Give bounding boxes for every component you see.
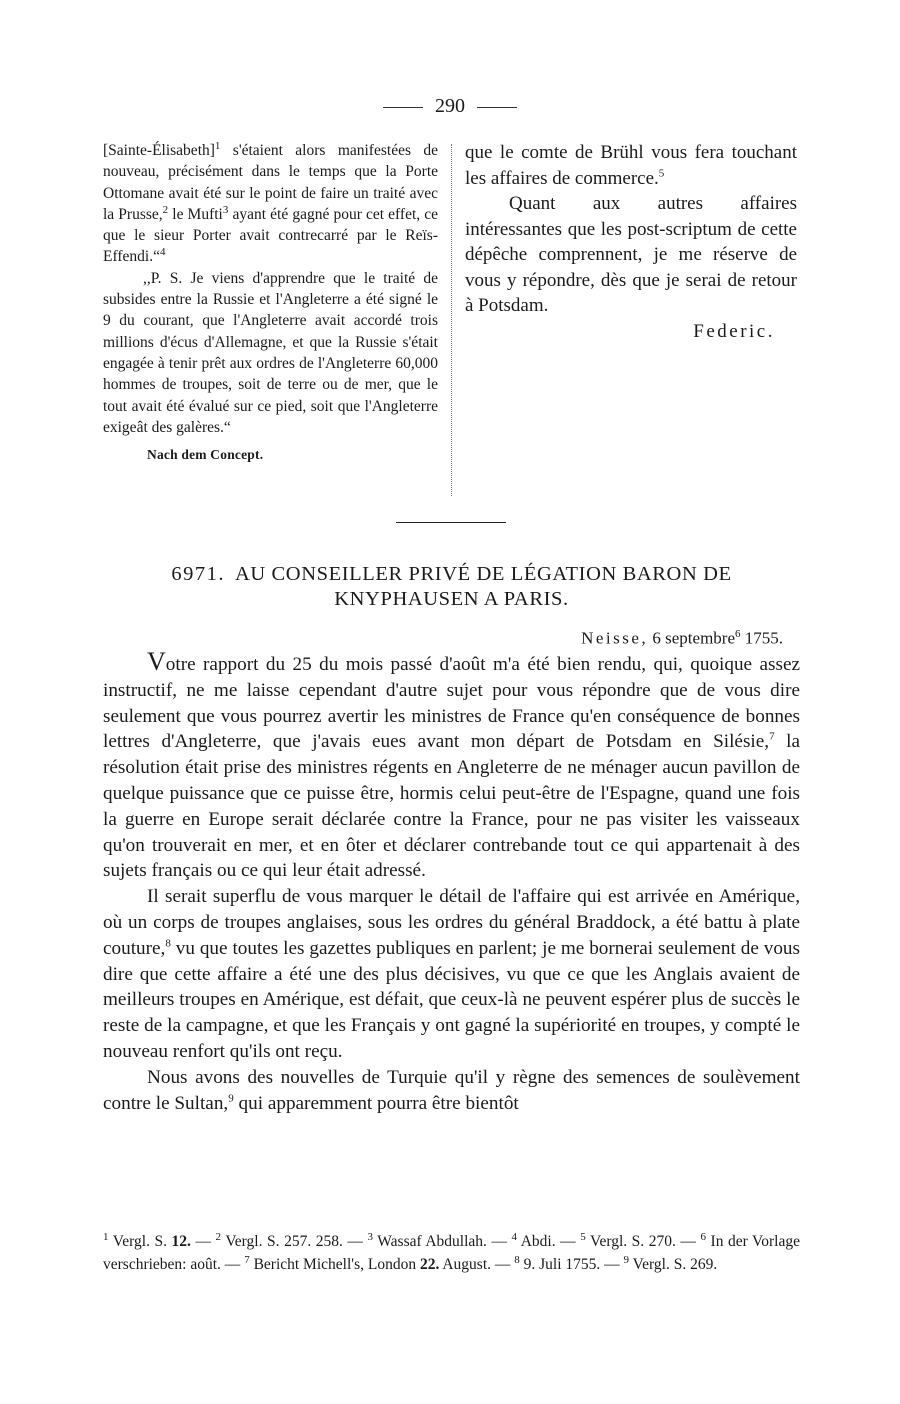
text-run: le Mufti <box>168 205 223 223</box>
footnote-text: In der Vorlage verschrieben: août. — <box>103 1233 800 1273</box>
body-paragraph-1 <box>103 649 800 884</box>
footnote-text: Vergl. S. <box>112 1233 172 1250</box>
text-run: qui apparemment pourra être bientôt <box>233 1092 519 1114</box>
footnote-ref: 8 <box>165 937 171 950</box>
dateline-date: 6 septembre <box>652 628 735 648</box>
footnote-ref: 3 <box>222 203 229 216</box>
footnote-number: 4 <box>511 1230 517 1243</box>
letter-title: AU CONSEILLER PRIVÉ DE LÉGATION BARON DE KNYPHAUSEN A PARIS. <box>235 563 732 610</box>
left-column-postscript: ,,P. S. Je viens d'apprendre que le traité de subsides entre la Russie et l'Angleterre a été signé le 9 du courant, que l'Angleterre avait accordé trois millions d'écus d'Allemagne, et que la Russie s'était engagée à tenir prêt aux ordres de l'Angleterre 60,000 hommes de troupes, soit de terre ou de mer, que le tout avait été évalué sur ce pied, soit que l'Angleterre exigeât des galères.“ <box>103 269 438 436</box>
signature: Federic. <box>693 320 775 342</box>
text-run: [Sainte-Élisabeth] <box>103 142 215 159</box>
footnote-number: 6 <box>700 1230 706 1243</box>
text-run: que le comte de Brühl vous fera touchant les affaires de commerce. <box>465 142 797 189</box>
footnote-text: August. — <box>439 1256 515 1273</box>
column-divider <box>451 144 452 496</box>
footnote-bold: 22. <box>419 1256 440 1273</box>
footnote-text: Abdi. — <box>520 1233 581 1250</box>
footnote-ref: 7 <box>769 731 775 743</box>
header-rule-right <box>477 107 517 108</box>
left-column-paragraph-1 <box>103 140 438 268</box>
text-run: Votre rapport du 25 du mois passé d'août m'a été bien rendu, qui, quoique assez instructif, ne me laisse cependant d'autre sujet pour vous répondre que de vous dire seulement que vous pourrez avertir les ministres de France qu'en conséquence de bonnes lettres d'Angleterre, que j'avais eues avant mon départ de Potsdam en Silésie, <box>103 647 800 753</box>
footnote-text: — <box>190 1233 216 1250</box>
left-column <box>103 140 438 465</box>
body-paragraph-2 <box>103 884 800 1065</box>
footnote-text: Wassaf Abdullah. — <box>377 1233 512 1250</box>
footnote-number: 5 <box>580 1230 586 1243</box>
footnote-text: Vergl. S. 257. 258. — <box>225 1233 368 1250</box>
footnote-ref: 6 <box>735 628 741 640</box>
text-run: Il serait superflu de vous marquer le détail de l'affaire qui est arrivée en Amérique, où un corps de troupes anglaises, sous les ordres du général Braddock, a été battu à plate couture, <box>103 886 800 959</box>
footnote-number: 3 <box>367 1230 373 1243</box>
right-column-paragraph-1 <box>465 140 797 191</box>
footnote-number: 1 <box>103 1230 109 1243</box>
text-run: la résolution était prise des ministres régents en Angleterre de ne ménager aucun pavillon de quelque puissance que ce puisse être, hormis celui peut-être de l'Espagne, quand une fois la guerre en Europe serait déclarée contre la France, pour ne pas visiter les vaisseaux qu'on trouverait en mer, et en ôter et déclarer contrebande tout ce qui appartenait à des sujets français ou ce qui leur était adressé. <box>103 731 800 882</box>
source-note: Nach dem Concept. <box>147 447 264 463</box>
section-separator <box>396 522 506 523</box>
text-run: ayant été gagné pour cet effet, ce que le sieur Porter avait contrecarré par le Reïs-Effendi.“ <box>103 205 438 266</box>
page-number: 290 <box>435 95 465 117</box>
header-rule-left <box>383 107 423 108</box>
footnote-text: Vergl. S. 270. — <box>589 1233 701 1250</box>
footnote-number: 8 <box>514 1253 520 1266</box>
page-header <box>0 94 900 118</box>
footnote-ref: 1 <box>214 139 221 152</box>
footnote-text: Bericht Michell's, London <box>253 1256 420 1273</box>
dateline-place: Neisse, <box>581 628 649 648</box>
footnote-bold: 12. <box>171 1233 191 1250</box>
footnote-number: 7 <box>244 1253 250 1266</box>
footnote-ref: 5 <box>658 167 665 180</box>
footnote-ref: 4 <box>159 246 166 259</box>
letter-heading <box>103 562 800 612</box>
text-run: Nous avons des nouvelles de Turquie qu'il y règne des semences de soulèvement contre le Sultan, <box>103 1066 800 1114</box>
letter-body <box>103 649 800 1116</box>
dateline-year: 1755. <box>744 628 783 648</box>
dateline <box>103 623 783 650</box>
right-column-paragraph-2: Quant aux autres affaires intéressantes que les post-scriptum de cette dépêche comprennent, je me réserve de vous y répondre, dès que je serai de retour à Potsdam. <box>465 193 797 316</box>
footnote-ref: 2 <box>162 203 169 216</box>
footnote-number: 2 <box>215 1230 222 1243</box>
footnote-text: Vergl. S. 269. <box>632 1256 718 1273</box>
body-paragraph-3 <box>103 1065 800 1117</box>
footnote-list <box>103 1230 800 1276</box>
letter-number: 6971. <box>171 563 225 585</box>
text-run: s'étaient alors manifestées de nouveau, précisément dans le temps que la Porte Ottomane avait été sur le point de faire un traité avec la Prusse, <box>103 142 438 223</box>
footnote-number: 9 <box>623 1253 630 1266</box>
footnote-ref: 9 <box>228 1092 234 1105</box>
right-column <box>465 140 797 344</box>
text-run: vu que toutes les gazettes publiques en parlent; je me bornerai seulement de vous dire que cette affaire a été une des plus décisives, vu que ce que les Anglais avaient de meilleurs troupes en Amérique, est défait, que ceux-là ne peuvent espérer plus de succès le reste de la campagne, et que les Français y ont gagné la supériorité en troupes, y compté le nouveau renfort qu'ils ont reçu. <box>103 937 800 1062</box>
footnote-text: 9. Juli 1755. — <box>523 1256 624 1273</box>
footnotes <box>103 1230 800 1276</box>
